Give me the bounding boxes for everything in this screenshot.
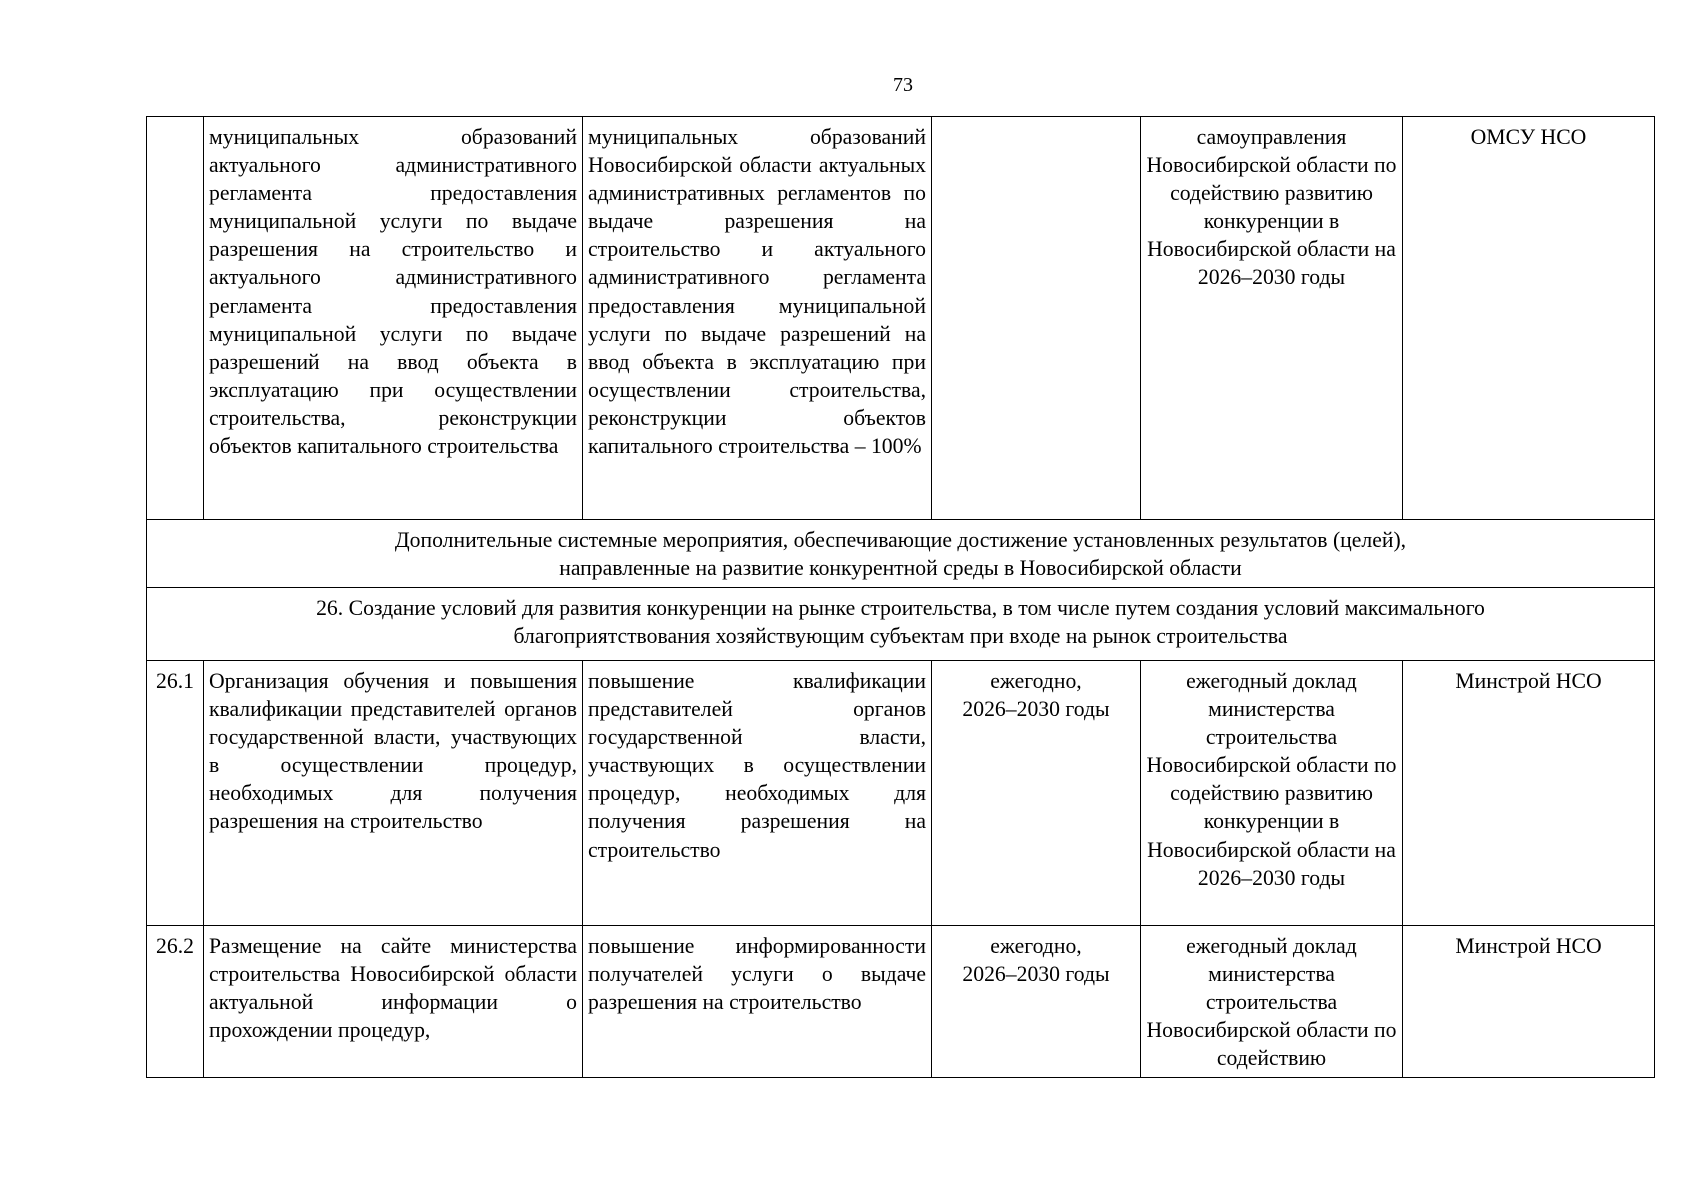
measure-cell: Организация обучения и повышения квалификации представителей органов государственной власти, участвующих в осуществлении процедур, необходимых для получения разрешения на строительство <box>204 661 583 926</box>
result-cell: повышение квалификации представителей органов государственной власти, участвующих в осуществлении процедур, необходимых для получения разрешения на строительство <box>583 661 932 926</box>
result-cell: муниципальных образований Новосибирской области актуальных административных регламентов по выдаче разрешения на строительство и актуального административного регламента предоставления муниципальной услуги по выдаче разрешений на ввод объекта в эксплуатацию при осуществлении строительства, реконструкции объектов капитального строительства – 100% <box>583 117 932 520</box>
row-number: 26.2 <box>147 926 204 1078</box>
measure-cell: муниципальных образований актуального административного регламента предоставления муниципальной услуги по выдаче разрешения на строительство и актуального административного регламента предоставления муниципальной услуги по выдаче разрешений на ввод объекта в эксплуатацию при осуществлении строительства, реконструкции объектов капитального строительства <box>204 117 583 520</box>
document-cell: самоуправления Новосибирской области по содействию развитию конкуренции в Новосибирской области на 2026–2030 годы <box>1141 117 1403 520</box>
deadline-cell <box>932 117 1141 520</box>
executor-cell: Минстрой НСО <box>1403 661 1655 926</box>
subsection-header <box>147 588 1655 661</box>
document-cell: ежегодный доклад министерства строительства Новосибирской области по содействию развитию конкуренции в Новосибирской области на 2026–2030 годы <box>1141 661 1403 926</box>
page-number: 73 <box>893 74 913 96</box>
deadline-text: ежегодно, <box>990 669 1082 693</box>
section-header-line: Дополнительные системные мероприятия, обеспечивающие достижение установленных результатов (целей), <box>394 528 1407 552</box>
section-header-row <box>147 520 1655 588</box>
table-row <box>147 926 1655 1078</box>
result-cell: повышение информированности получателей услуги о выдаче разрешения на строительство <box>583 926 932 1078</box>
executor-cell: ОМСУ НСО <box>1403 117 1655 520</box>
subsection-header-line: 26. Создание условий для развития конкуренции на рынке строительства, в том числе путем создания условий максимального <box>316 596 1485 620</box>
deadline-cell <box>932 926 1141 1078</box>
executor-cell: Минстрой НСО <box>1403 926 1655 1078</box>
deadline-period: 2026–2030 годы <box>962 962 1110 987</box>
table-row <box>147 661 1655 926</box>
table-row <box>147 117 1655 520</box>
section-header-line: направленные на развитие конкурентной среды в Новосибирской области <box>559 556 1242 581</box>
subsection-header-row <box>147 588 1655 661</box>
row-number: 26.1 <box>147 661 204 926</box>
section-header <box>147 520 1655 588</box>
subsection-header-line: благоприятствования хозяйствующим субъектам при входе на рынок строительства <box>513 624 1288 649</box>
deadline-period: 2026–2030 годы <box>962 697 1110 722</box>
document-cell: ежегодный доклад министерства строительства Новосибирской области по содействию <box>1141 926 1403 1078</box>
deadline-cell <box>932 661 1141 926</box>
measure-cell: Размещение на сайте министерства строительства Новосибирской области актуальной информации о прохождении процедур, <box>204 926 583 1078</box>
row-number <box>147 117 204 520</box>
deadline-text: ежегодно, <box>990 934 1082 958</box>
measures-table <box>146 116 1655 1078</box>
